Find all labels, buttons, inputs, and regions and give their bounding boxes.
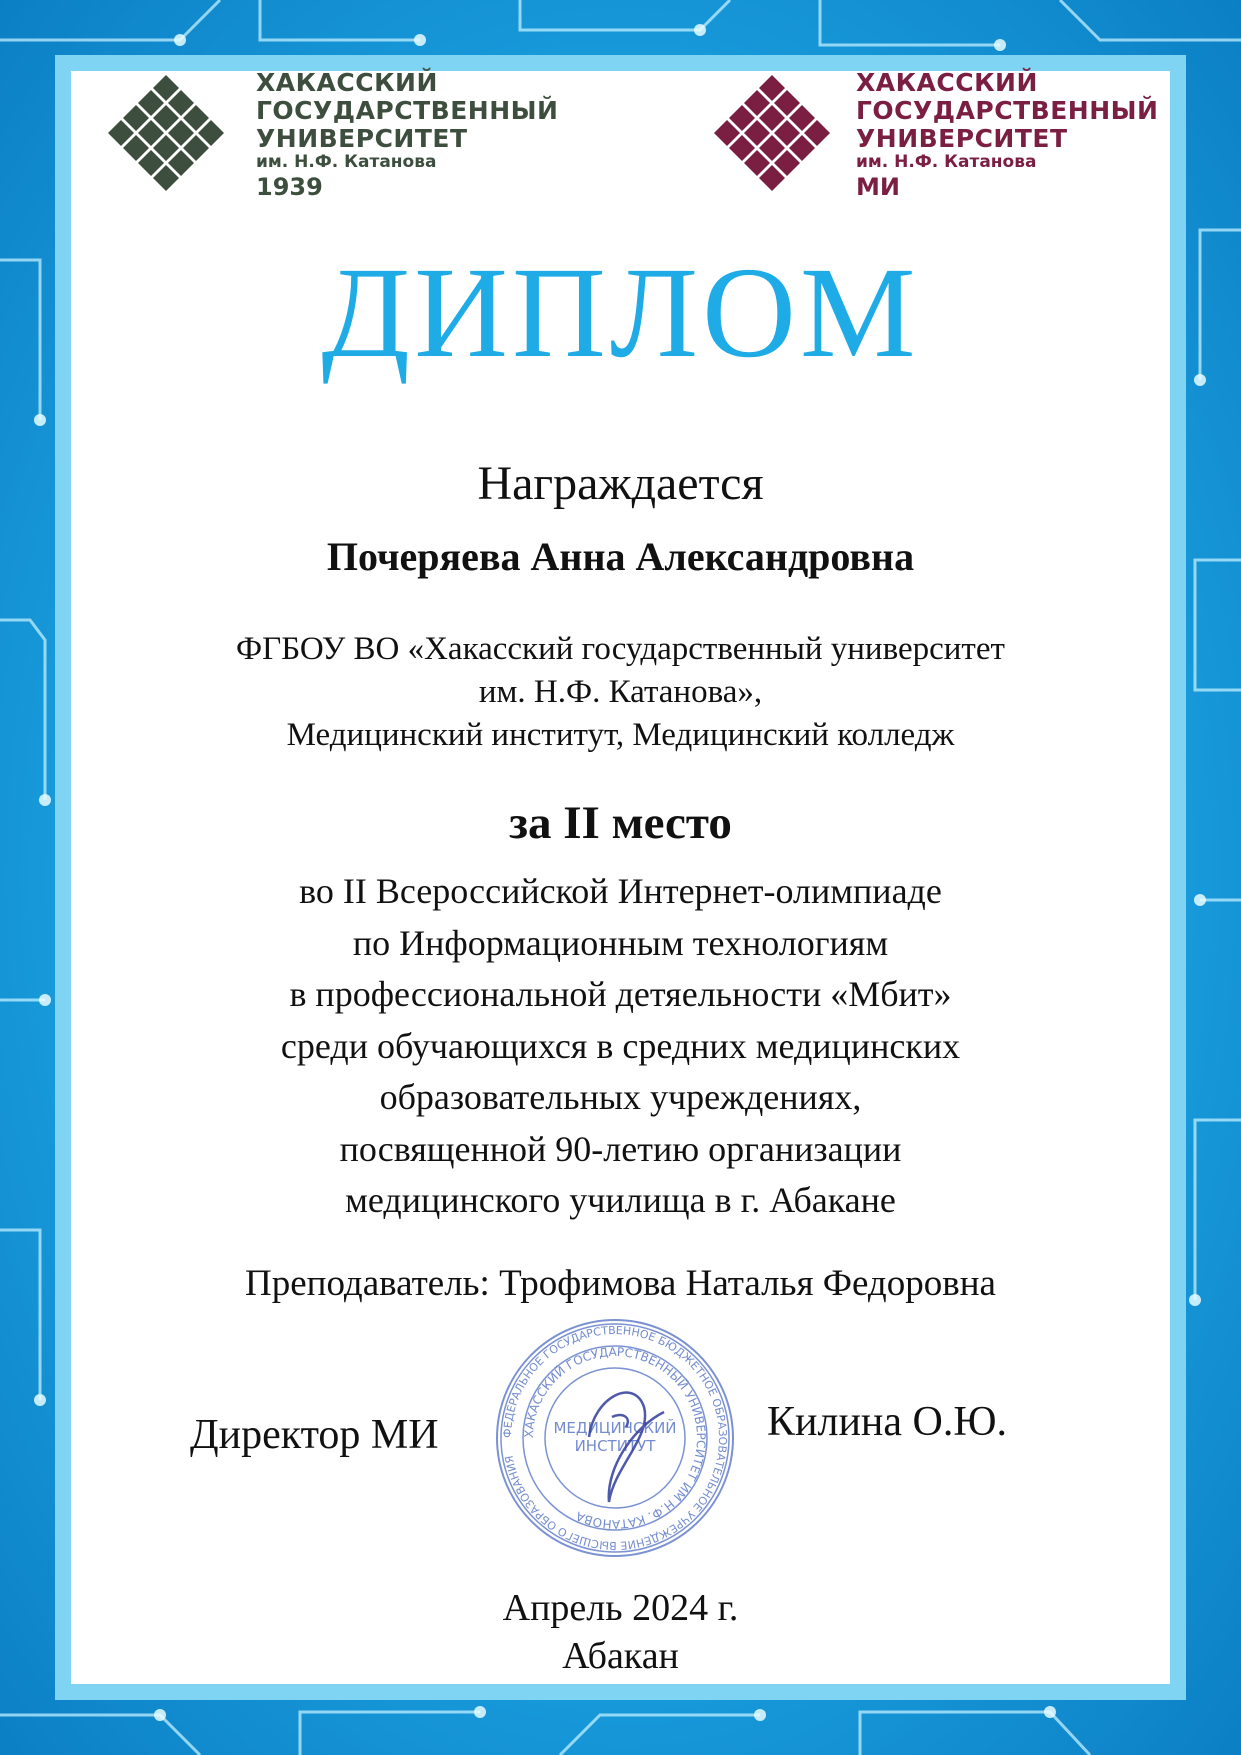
director-name: Килина О.Ю. xyxy=(767,1399,1008,1445)
organization-block xyxy=(0,628,1241,757)
organization-line2: им. Н.Ф. Катанова», xyxy=(478,674,763,710)
recipient-name: Почеряева Анна Александровна xyxy=(326,534,915,579)
stamp-inner-text: ХАКАССКИЙ ГОСУДАРСТВЕННЫЙ УНИВЕРСИТЕТ ИМ Н.Ф. КАТАНОВА xyxy=(521,1344,709,1532)
issue-date: Апрель 2024 г. xyxy=(502,1587,739,1629)
teacher-line: Преподаватель: Трофимова Наталья Федоровна xyxy=(245,1263,996,1304)
director-title: Директор МИ xyxy=(190,1412,439,1458)
logo-left-line3: УНИВЕРСИТЕТ xyxy=(256,124,468,153)
diamond-grid-logo-icon xyxy=(702,70,852,210)
diploma-title: ДИПЛОМ xyxy=(321,241,920,385)
diamond-grid-logo-icon xyxy=(96,70,246,210)
date-block xyxy=(0,1584,1241,1680)
logo-right-line3: УНИВЕРСИТЕТ xyxy=(856,124,1068,153)
stamp-center-line2: ИНСТИТУТ xyxy=(574,1437,656,1455)
stamp-center-line1: МЕДИЦИНСКИЙ xyxy=(553,1419,677,1437)
logo-left-text xyxy=(256,70,558,199)
award-place: за II место xyxy=(509,797,732,849)
logo-right-text xyxy=(856,70,1158,199)
logo-left-year: 1939 xyxy=(256,173,323,201)
university-logo-left xyxy=(96,70,566,210)
event-line1: во II Всероссийской Интернет-олимпиаде xyxy=(299,871,942,911)
logo-left-line1: ХАКАССКИЙ xyxy=(256,68,438,97)
event-line3: в профессиональной детяельности «Мбит» xyxy=(289,974,952,1014)
organization-line1: ФГБОУ ВО «Хакасский государственный университет xyxy=(236,631,1005,667)
event-line6: посвященной 90-летию организации xyxy=(339,1128,902,1169)
logo-right-line2: ГОСУДАРСТВЕННЫЙ xyxy=(856,96,1159,125)
official-stamp xyxy=(494,1317,736,1559)
logo-right-institute: МИ xyxy=(856,173,900,201)
logo-left-line2: ГОСУДАРСТВЕННЫЙ xyxy=(256,96,559,125)
event-line5: образовательных учреждениях, xyxy=(379,1077,862,1117)
university-logo-right xyxy=(702,70,1162,210)
logo-right-line4: им. Н.Ф. Катанова xyxy=(856,152,1037,172)
event-line4: среди обучающихся в средних медицинских xyxy=(280,1025,961,1066)
logo-right-line1: ХАКАССКИЙ xyxy=(856,68,1038,97)
event-description xyxy=(0,866,1241,1227)
event-line2: по Информационным технологиям xyxy=(352,922,889,963)
awarded-label: Награждается xyxy=(477,457,764,510)
stamp-outer-text: ФЕДЕРАЛЬНОЕ ГОСУДАРСТВЕННОЕ БЮДЖЕТНОЕ ОБРАЗОВАТЕЛЬНОЕ УЧРЕЖДЕНИЕ ВЫСШЕГО ОБРАЗОВАНИЯ xyxy=(500,1323,730,1553)
event-line7: медицинского училища в г. Абакане xyxy=(345,1180,896,1220)
organization-line3: Медицинский институт, Медицинский колледж xyxy=(286,717,955,753)
logo-left-line4: им. Н.Ф. Катанова xyxy=(256,152,437,172)
issue-city: Абакан xyxy=(562,1635,679,1677)
